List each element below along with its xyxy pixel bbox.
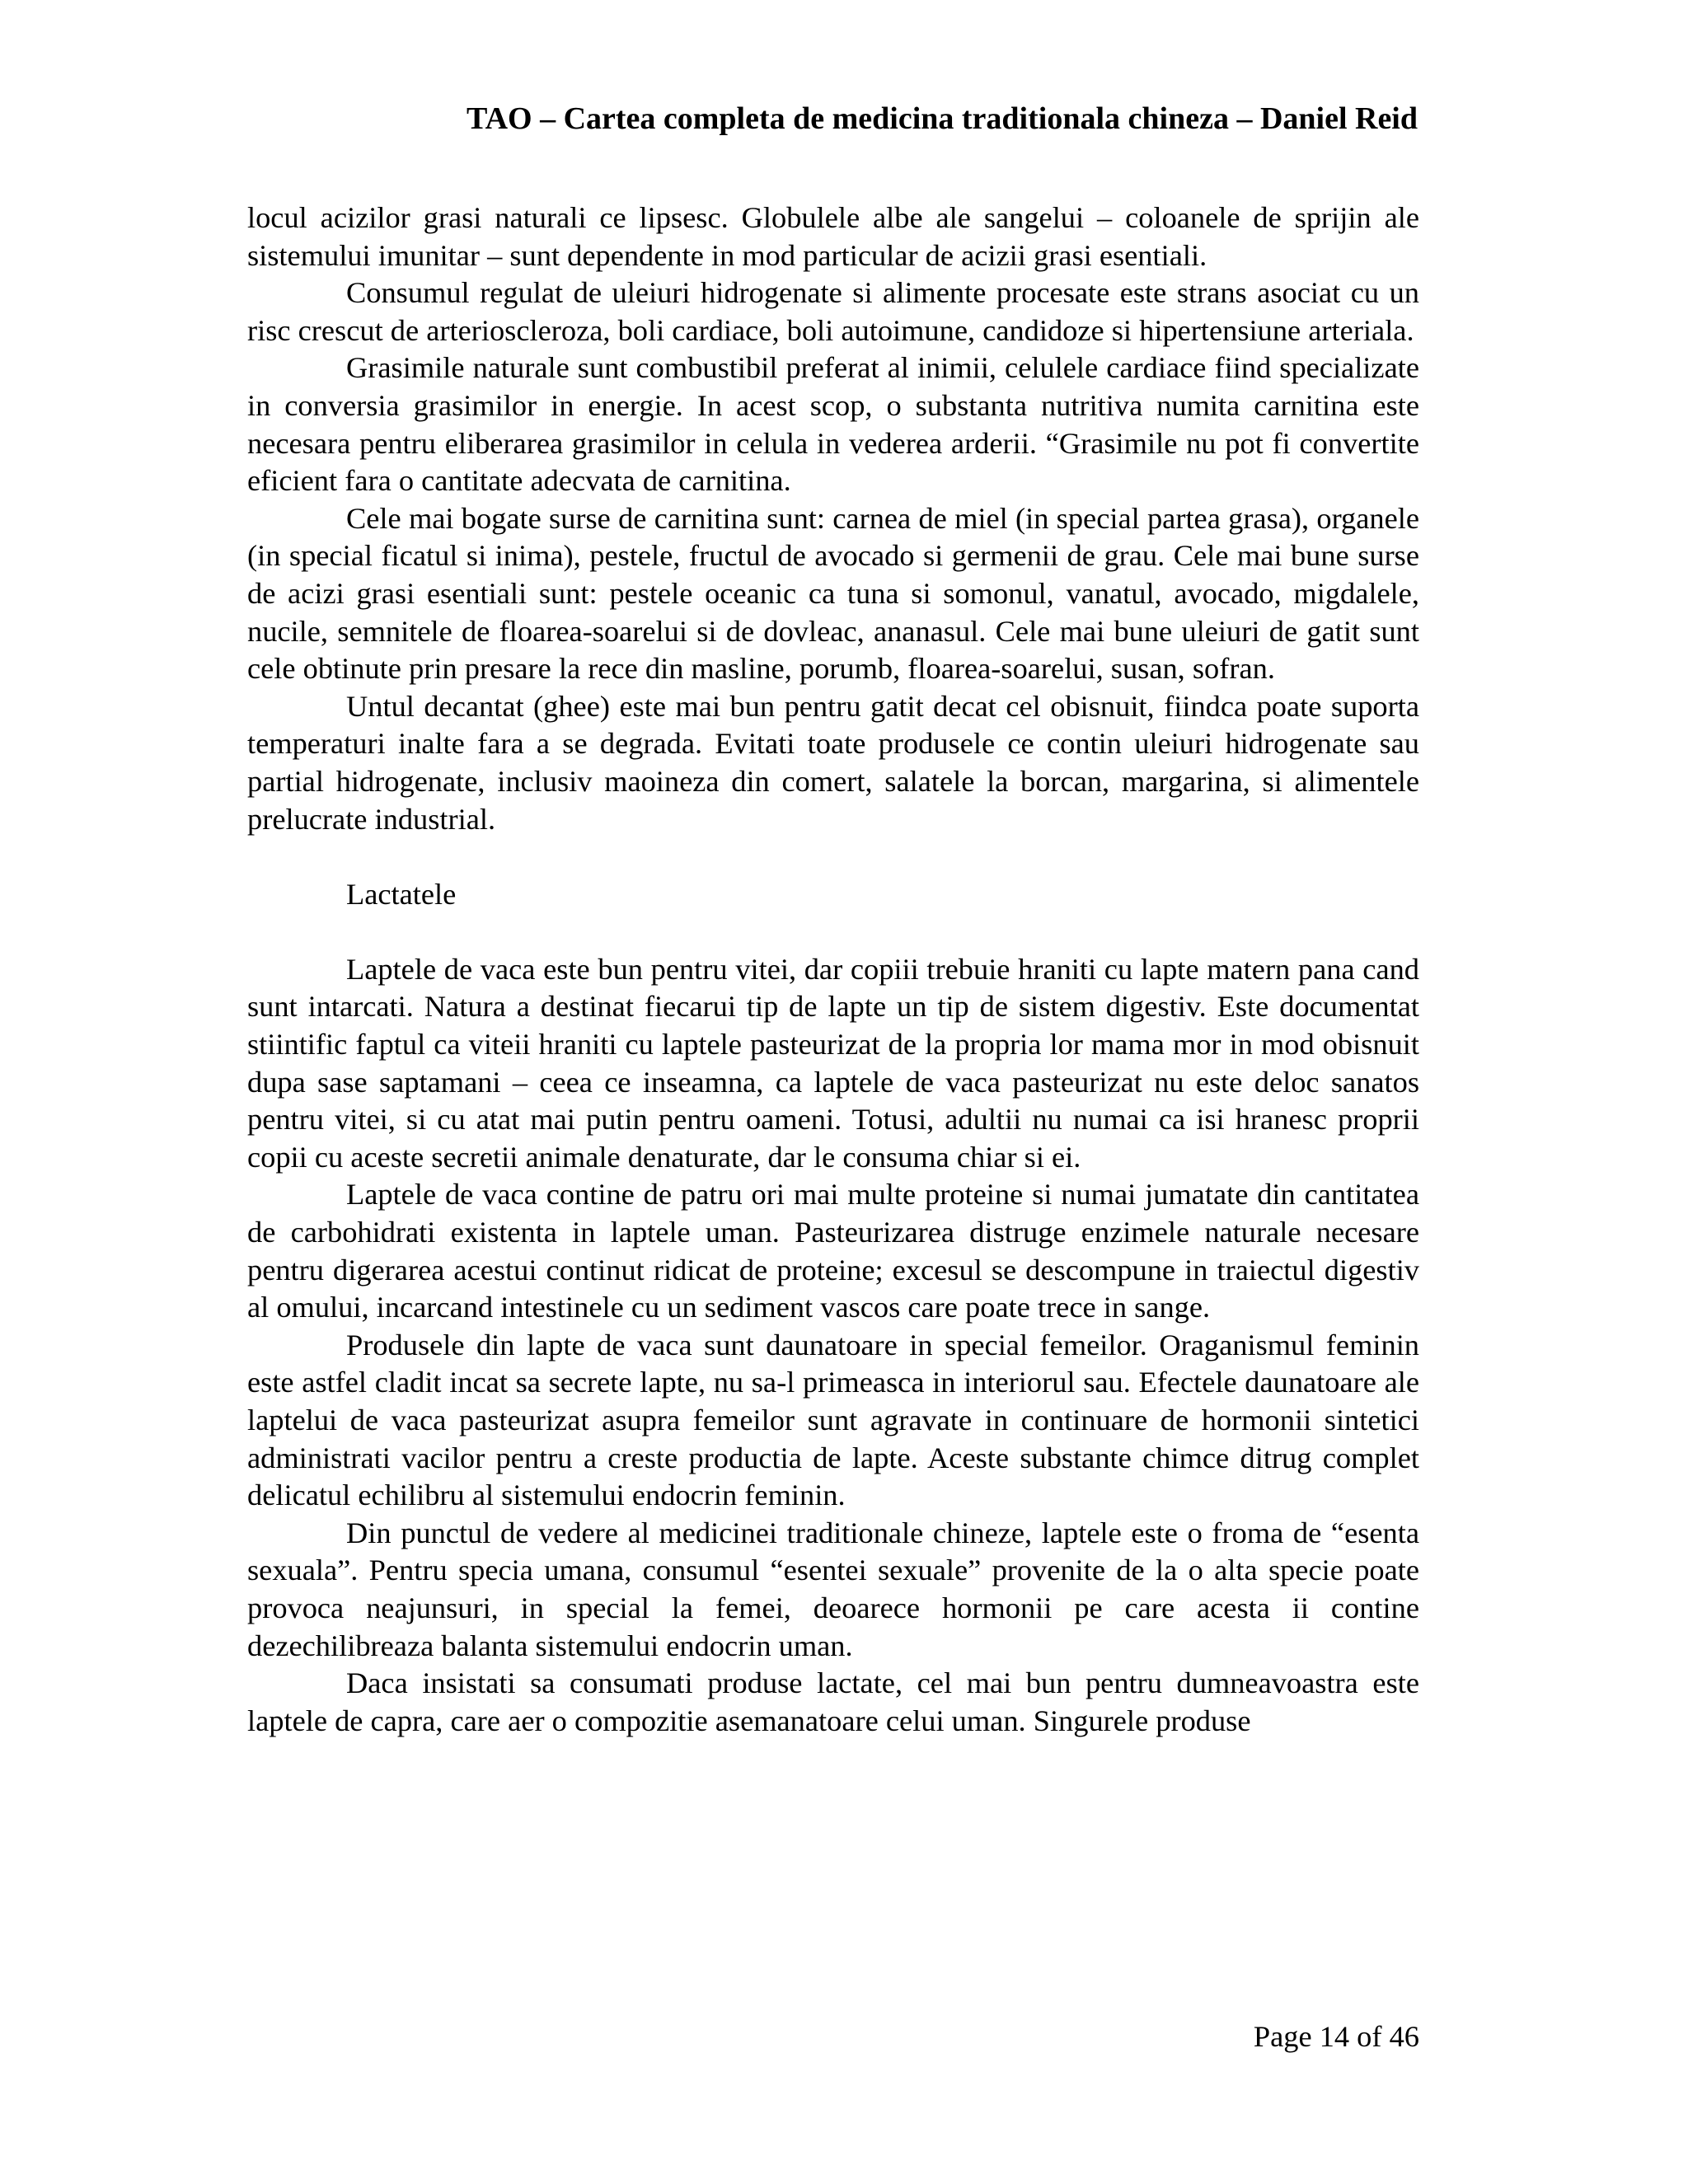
paragraph: Consumul regulat de uleiuri hidrogenate si alimente procesate este strans asociat cu un risc crescut de arterioscleroza, boli cardiace, boli autoimune, candidoze si hipertensiune arteriala. (247, 276, 1419, 347)
paragraph: Din punctul de vedere al medicinei traditionale chineze, laptele este o froma de “esenta sexuala”. Pentru specia umana, consumul “esentei sexuale” provenite de la o alta specie poate provoca neajunsuri, in special la femei, deoarece hormonii pe care acesta ii contine dezechilibreaza balanta sistemului endocrin uman. (247, 1516, 1419, 1662)
paragraph: Cele mai bogate surse de carnitina sunt: carnea de miel (in special partea grasa), organele (in special ficatul si inima), pestele, fructul de avocado si germenii de grau. Cele mai bune surse de acizi grasi esentiali sunt: pestele oceanic ca tuna si somonul, vanatul, avocado, migdalele, nucile, semnitele de floarea-soarelui si de dovleac, ananasul. Cele mai bune uleiuri de gatit sunt cele obtinute prin presare la rece din masline, porumb, floarea-soarelui, susan, sofran. (247, 501, 1419, 686)
paragraph: Produsele din lapte de vaca sunt daunatoare in special femeilor. Oraganismul feminin este astfel cladit incat sa secrete lapte, nu sa-l primeasca in interiorul sau. Efectele daunatoare ale laptelui de vaca pasteurizat asupra femeilor sunt agravate in continuare de hormonii sintetici administrati vacilor pentru a creste productia de lapte. Aceste substante chimce ditrug complet delicatul echilibru al sistemului endocrin feminin. (247, 1328, 1419, 1512)
paragraph: Laptele de vaca este bun pentru vitei, dar copiii trebuie hraniti cu lapte matern pana cand sunt intarcati. Natura a destinat fiecarui tip de lapte un tip de sistem digestiv. Este documentat stiintific faptul ca viteii hraniti cu laptele pasteurizat de la propria lor mama mor in mod obisnuit dupa sase saptamani – ceea ce inseamna, ca laptele de vaca pasteurizat nu este deloc sanatos pentru vitei, si cu atat mai putin pentru oameni. Totusi, adultii nu numai ca isi hranesc proprii copii cu aceste secretii animale denaturate, dar le consuma chiar si ei. (247, 952, 1419, 1174)
paragraph: locul acizilor grasi naturali ce lipsesc. Globulele albe ale sangelui – coloanele de sprijin ale sistemului imunitar – sunt dependente in mod particular de acizii grasi esentiali. (247, 201, 1419, 272)
paragraph: Laptele de vaca contine de patru ori mai multe proteine si numai jumatate din cantitatea de carbohidrati existenta in laptele uman. Pasteurizarea distruge enzimele naturale necesare pentru digerarea acestui continut ridicat de proteine; excesul se descompune in traiectul digestiv al omului, incarcand intestinele cu un sediment vascos care poate trece in sange. (247, 1178, 1419, 1324)
section-heading: Lactatele (346, 877, 457, 911)
running-header: TAO – Cartea completa de medicina traditionala chineza – Daniel Reid (467, 101, 1418, 136)
paragraph: Daca insistati sa consumati produse lactate, cel mai bun pentru dumneavoastra este laptele de capra, care aer o compozitie asemanatoare celui uman. Singurele produse (247, 1666, 1419, 1737)
paragraph: Grasimile naturale sunt combustibil preferat al inimii, celulele cardiace fiind specializate in conversia grasimilor in energie. In acest scop, o substanta nutritiva numita carnitina este necesara pentru eliberarea grasimilor in celula in vederea arderii. “Grasimile nu pot fi convertite eficient fara o cantitate adecvata de carnitina. (247, 351, 1419, 498)
paragraph: Untul decantat (ghee) este mai bun pentru gatit decat cel obisnuit, fiindca poate suporta temperaturi inalte fara a se degrada. Evitati toate produsele ce contin uleiuri hidrogenate sau partial hidrogenate, inclusiv maoineza din comert, salatele la borcan, margarina, si alimentele prelucrate industrial. (247, 689, 1419, 836)
page-body (247, 199, 1419, 1740)
page-number: Page 14 of 46 (1253, 2020, 1419, 2053)
